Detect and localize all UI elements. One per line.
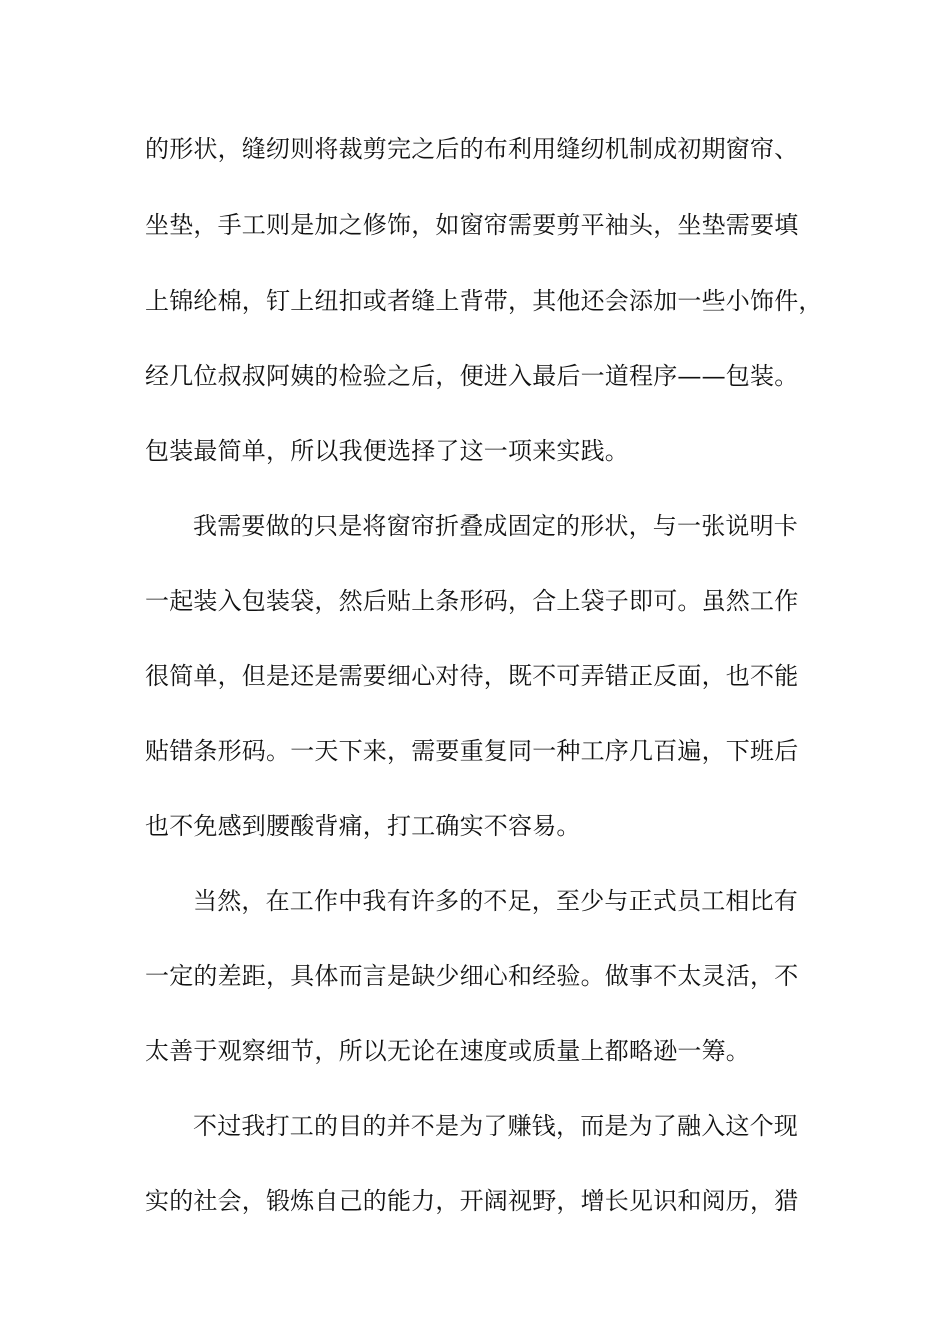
text-line: 太善于观察细节，所以无论在速度或质量上都略逊一筹。 xyxy=(145,1037,750,1065)
paragraph-first-line: 当然，在工作中我有许多的不足，至少与正式员工相比有 xyxy=(193,887,798,915)
text-line: 经几位叔叔阿姨的检验之后，便进入最后一道程序——包装。 xyxy=(145,362,799,390)
text-line: 一定的差距，具体而言是缺少细心和经验。做事不太灵活，不 xyxy=(145,962,799,990)
text-line: 坐垫，手工则是加之修饰，如窗帘需要剪平袖头，坐垫需要填 xyxy=(145,211,799,239)
text-line: 一起装入包装袋，然后贴上条形码，合上袋子即可。虽然工作 xyxy=(145,587,799,615)
text-line: 包装最简单，所以我便选择了这一项来实践。 xyxy=(145,437,629,465)
text-line: 贴错条形码。一天下来，需要重复同一种工序几百遍，下班后 xyxy=(145,737,799,765)
text-line: 很简单，但是还是需要细心对待，既不可弄错正反面，也不能 xyxy=(145,662,799,690)
text-line: 实的社会，锻炼自己的能力，开阔视野，增长见识和阅历，猎 xyxy=(145,1187,799,1215)
text-line: 也不免感到腰酸背痛，打工确实不容易。 xyxy=(145,812,581,840)
paragraph-first-line: 我需要做的只是将窗帘折叠成固定的形状，与一张说明卡 xyxy=(193,512,798,540)
text-line: 上锦纶棉，钉上纽扣或者缝上背带，其他还会添加一些小饰件， xyxy=(145,287,823,315)
text-line: 的形状，缝纫则将裁剪完之后的布利用缝纫机制成初期窗帘、 xyxy=(145,135,799,163)
paragraph-first-line: 不过我打工的目的并不是为了赚钱，而是为了融入这个现 xyxy=(193,1112,798,1140)
